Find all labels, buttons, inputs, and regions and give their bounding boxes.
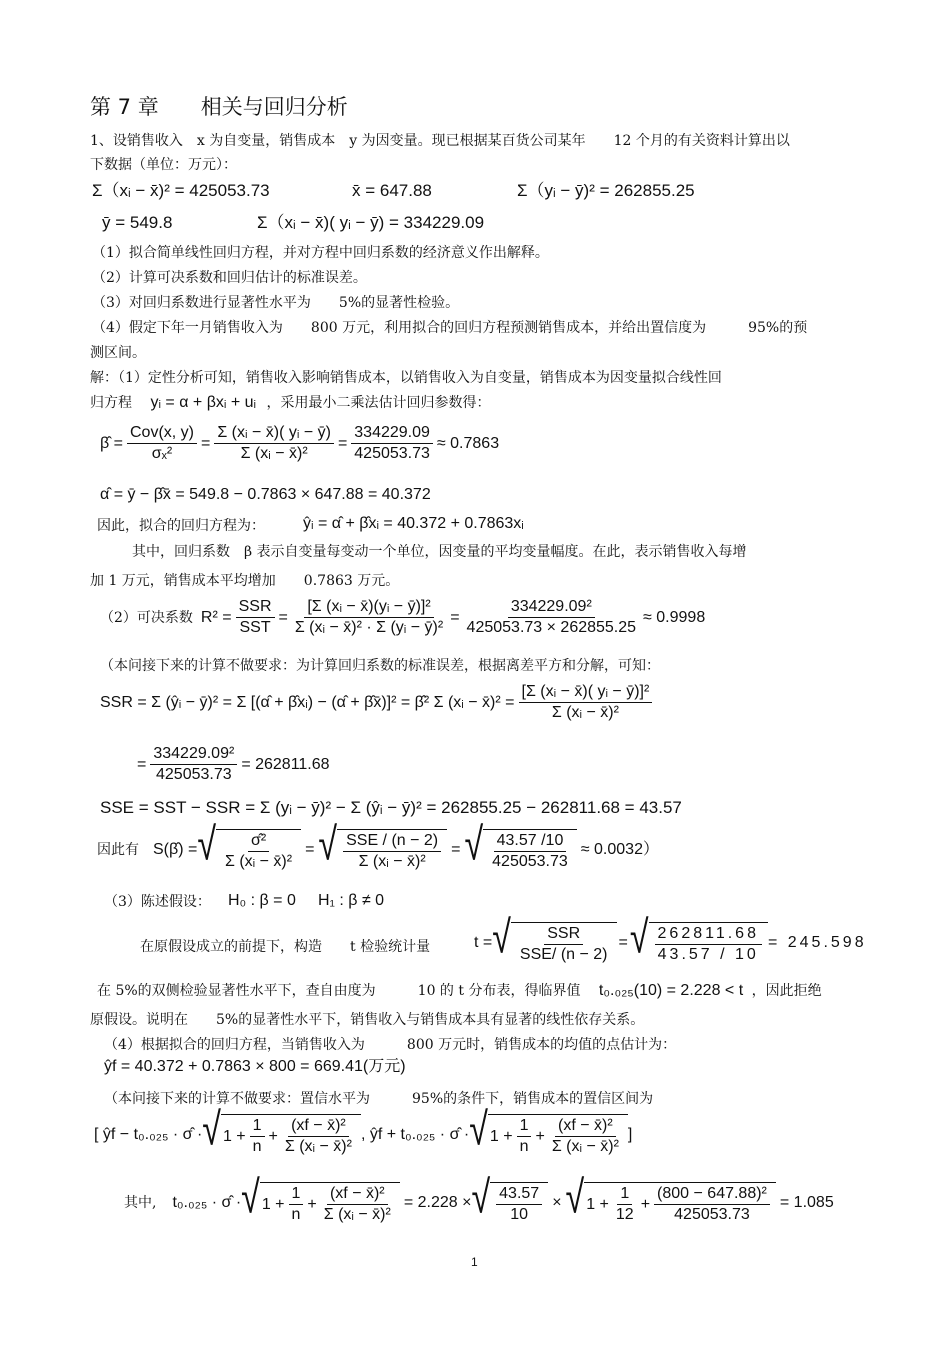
- fraction-numerator: 334229.09²: [150, 745, 237, 765]
- t-test-conclusion-line-2: 原假设。说明在 5%的显著性水平下，销售收入与销售成本具有显著的线性依存关系。: [90, 1012, 645, 1028]
- fraction-denominator: σₓ²: [151, 445, 173, 462]
- fraction: [150, 745, 237, 784]
- interpretation-line-2: 加 1 万元，销售成本平均增加 0.7863 万元。: [90, 573, 400, 589]
- fraction: [214, 424, 334, 463]
- fraction-denominator: 10: [510, 1206, 529, 1223]
- fraction-numerator: (xf − x̄)²: [555, 1117, 616, 1137]
- fraction-numerator: (xf − x̄)²: [327, 1185, 388, 1205]
- fraction: [282, 1117, 355, 1156]
- fraction-numerator: 43.57: [496, 1185, 542, 1205]
- fraction-numerator: 1: [289, 1185, 304, 1205]
- fraction: [289, 1185, 304, 1224]
- fraction-numerator: Cov(x, y): [127, 424, 197, 444]
- fraction-numerator: 334229.09: [351, 424, 433, 444]
- fraction-denominator: 43.57 / 10: [657, 946, 759, 963]
- ci-one-plus: 1 +: [261, 1195, 285, 1213]
- solution-1-line-2: [90, 394, 491, 412]
- fraction-numerator: (xf − x̄)²: [288, 1117, 349, 1137]
- fraction: [127, 424, 197, 463]
- fraction: [464, 598, 640, 637]
- fraction-numerator: [Σ (xᵢ − x̄)(yᵢ − ȳ)]²: [304, 598, 433, 618]
- fraction: [321, 1185, 394, 1224]
- fraction-denominator: Σ (xᵢ − x̄)²: [240, 445, 308, 462]
- point-estimate: ŷf = 40.372 + 0.7863 × 800 = 669.41(万元): [104, 1058, 406, 1075]
- fraction: [496, 1185, 542, 1224]
- question-3: （3）对回归系数进行显著性水平为 5%的显著性检验。: [92, 295, 460, 311]
- fraction: [236, 598, 275, 637]
- fraction-denominator: Σ (xᵢ − x̄)²: [551, 704, 619, 721]
- question-4-line-1: （4）假定下年一月销售收入为 800 万元，利用拟合的回归方程预测销售成本，并给出置信度为 95%的预: [92, 320, 808, 336]
- ci-upper-prefix: , ŷf + t₀.₀₂₅ · σ̂ ·: [360, 1126, 470, 1143]
- problem-intro-line-2: 下数据（单位：万元）：: [90, 157, 237, 173]
- fraction-denominator: 425053.73: [354, 445, 430, 462]
- hypothesis-label: （3）陈述假设：: [104, 894, 211, 910]
- square-root: √ $\frac{\text{SSE / (n − 2)}}{\text{Σ (xᵢ − x̄)²}}$: [318, 829, 447, 871]
- question-1: （1）拟合简单线性回归方程，并对方程中回归系数的经济意义作出解释。: [92, 245, 549, 261]
- ssr-expansion: SSR = Σ (ŷᵢ − ȳ)² = Σ [(α̂ + β̂xᵢ) − (α̂ + β̂x̄)]² = β̂² Σ (xᵢ − x̄)² =: [100, 693, 515, 711]
- question-4-line-2: 测区间。: [90, 345, 146, 361]
- data-sum-y-squares: Σ（yᵢ − ȳ)² = 262855.25: [517, 181, 695, 200]
- fraction-numerator: [Σ (xᵢ − x̄)( yᵢ − ȳ)]²: [519, 683, 653, 703]
- square-root: √ $\frac{43.57}{10}$: [471, 1182, 548, 1224]
- solution-1-line-1: 解：（1）定性分析可知，销售收入影响销售成本，以销售收入为自变量，销售成本为因变量拟合线性回: [90, 370, 722, 386]
- alternative-hypothesis: H₁ : β ≠ 0: [318, 892, 385, 909]
- r-squared-label: （2）可决系数: [100, 609, 193, 626]
- fraction: [549, 1117, 622, 1156]
- fitted-equation: ŷᵢ = α̂ + β̂xᵢ = 40.372 + 0.7863xᵢ: [303, 515, 524, 532]
- r-squared-result: ≈ 0.9998: [643, 608, 706, 626]
- standard-error-result: ≈ 0.0032）: [580, 841, 659, 858]
- calc-equals: = 2.228 ×: [403, 1194, 472, 1211]
- square-root: √ $\frac{262811.68}{43.57 / 10}$: [630, 922, 768, 964]
- fraction: [222, 832, 295, 871]
- beta-result: ≈ 0.7863: [436, 434, 500, 452]
- confidence-interval-formula: [94, 1103, 633, 1156]
- fraction: [519, 683, 653, 722]
- fraction-denominator: 425053.73 × 262855.25: [466, 619, 637, 636]
- fraction-denominator: 425053.73: [492, 853, 568, 870]
- fraction-numerator: 1: [617, 1185, 632, 1205]
- question-2: （2）计算可决系数和回归估计的标准误差。: [92, 270, 367, 286]
- standard-error-formula: 因此有 S(β̂) = √ $\frac{\text{σ̂²}}{\text{Σ (xᵢ − x̄)²}}$ = √ $\frac{\text{SSE / (n − 2)}}{\text{Σ (xᵢ − x̄)²}}$ = √ $\frac{43.57 /10}{425053.73}$ ≈ 0.0032）: [97, 818, 659, 871]
- fraction-numerator: σ̂²: [248, 832, 269, 852]
- fraction-denominator: Σ (xᵢ − x̄)²: [551, 1138, 619, 1155]
- data-sum-x-squares: Σ（xᵢ − x̄)² = 425053.73: [92, 181, 270, 200]
- square-root: √ $\frac{\text{σ̂²}}{\text{Σ (xᵢ − x̄)²}}$: [197, 829, 301, 871]
- square-root: √ 1 + $\frac{1}{n}$ + $\frac{\text{(xf − x̄)²}}{\text{Σ (xᵢ − x̄)²}}$: [241, 1182, 400, 1224]
- beta-hat-symbol: β̂ =: [100, 434, 123, 452]
- fraction-denominator: n: [291, 1206, 301, 1223]
- solution-text: 归方程: [90, 395, 132, 411]
- fraction-numerator: 1: [517, 1117, 532, 1137]
- fraction: [489, 832, 571, 871]
- square-root: √ 1 + $\frac{1}{n}$ + $\frac{\text{(xf − x̄)²}}{\text{Σ (xᵢ − x̄)²}}$: [202, 1114, 361, 1156]
- margin-calculation: [124, 1171, 834, 1224]
- alpha-hat-formula: α̂ = ȳ − β̂x̄ = 549.8 − 0.7863 × 647.88 = 40.372: [100, 486, 431, 503]
- fraction: [351, 424, 433, 463]
- ssr-formula: [100, 683, 656, 722]
- fraction-denominator: n: [252, 1138, 262, 1155]
- fitted-equation-label: 因此，拟合的回归方程为：: [97, 518, 265, 534]
- fraction-denominator: n: [519, 1138, 529, 1155]
- fraction-denominator: SST: [239, 619, 271, 636]
- fraction-denominator: 12: [615, 1206, 634, 1223]
- fraction-denominator: Σ (xᵢ − x̄)² · Σ (yᵢ − ȳ)²: [294, 619, 444, 636]
- fraction: [613, 1185, 637, 1224]
- calc-label: 其中,: [124, 1195, 157, 1211]
- data-mean-y: ȳ = 549.8: [102, 213, 173, 232]
- page-number: 1: [471, 1255, 478, 1269]
- calc-lhs: t₀.₀₂₅ · σ̂ ·: [172, 1194, 242, 1211]
- solution-text: ，采用最小二乘法估计回归参数得：: [266, 395, 491, 411]
- fraction-denominator: SSE/ (n − 2): [519, 946, 608, 963]
- fraction-numerator: SSR: [544, 925, 583, 945]
- fraction-numerator: SSR: [236, 598, 275, 618]
- fraction: [654, 1185, 770, 1224]
- calc-times: ×: [552, 1194, 562, 1211]
- null-hypothesis: H₀ : β = 0: [228, 892, 296, 909]
- fraction-numerator: SSE / (n − 2): [343, 832, 441, 852]
- fraction-numerator: Σ (xᵢ − x̄)( yᵢ − ȳ): [214, 424, 334, 444]
- square-root: √ 1 + $\frac{1}{12}$ + $\frac{\text{(800 − 647.88)²}}{425053.73}$: [566, 1182, 776, 1224]
- t-test-text: ，因此拒绝: [751, 983, 822, 999]
- fraction: [655, 925, 762, 964]
- ci-one-plus: 1 +: [222, 1127, 246, 1145]
- interpretation-line-1: 其中，回归系数 β 表示自变量每变动一个单位，因变量的平均变量幅度。在此，表示销售收入每增: [132, 544, 747, 560]
- ssr-result: = 262811.68: [241, 755, 330, 773]
- fraction-denominator: Σ (xᵢ − x̄)²: [284, 1138, 352, 1155]
- t-test-text: 在 5%的双侧检验显著性水平下，查自由度为 10 的 t 分布表，得临界值: [97, 983, 581, 999]
- question-4-solution: （4）根据拟合的回归方程，当销售收入为 800 万元时，销售成本的均值的点估计为：: [104, 1037, 677, 1053]
- data-mean-x: x̄ = 647.88: [352, 181, 432, 200]
- standard-error-symbol: S(β̂) =: [153, 841, 198, 858]
- fraction-denominator: Σ (xᵢ − x̄)²: [323, 1206, 391, 1223]
- r-squared-formula: （2）可决系数 R² = $\frac{\text{SSR}}{\text{SST}}$ = $\frac{\text{[Σ (xᵢ − x̄)(yᵢ − ȳ)]²}}{\text{Σ (xᵢ − x̄)² · Σ (yᵢ − ȳ)²}}$ = $\frac{\text{334229.09²}}{425053.73 \times 262855.25}$ ≈ 0.9998: [100, 598, 706, 636]
- calc-result: = 1.085: [779, 1194, 834, 1211]
- t-test-conclusion-line-1: [97, 982, 822, 1000]
- t-symbol: t =: [474, 934, 493, 951]
- ci-lower-prefix: [ ŷf − t₀.₀₂₅ · σ̂ ·: [94, 1126, 203, 1143]
- fraction: [250, 1117, 265, 1156]
- fraction-numerator: 262811.68: [655, 925, 762, 945]
- regression-model: yᵢ = α + βxᵢ + uᵢ: [150, 394, 257, 411]
- square-root: √ $\frac{43.57 /10}{425053.73}$: [464, 829, 576, 871]
- data-sum-cross-products: Σ（xᵢ − x̄)( yᵢ − ȳ) = 334229.09: [257, 213, 485, 232]
- fraction-denominator: 425053.73: [674, 1206, 750, 1223]
- fraction-numerator: 43.57 /10: [494, 832, 567, 852]
- ssr-value: = $\frac{\text{334229.09²}}{425053.73}$ = 262811.68: [137, 745, 330, 783]
- problem-intro-line-1: 1、设销售收入 x 为自变量，销售成本 y 为因变量。现已根据某百货公司某年 12 个月的有关资料计算出以: [90, 133, 790, 149]
- t-statistic-intro: 在原假设成立的前提下，构造 t 检验统计量: [140, 939, 431, 955]
- page-title: 第 7 章 相关与回归分析: [90, 95, 348, 119]
- t-statistic-formula: t = √ $\frac{\text{SSR}}{\text{SSE/ (n − 2)}}$ = √ $\frac{262811.68}{43.57 / 10}$ = 245.598: [474, 911, 867, 964]
- sse-formula: SSE = SST − SSR = Σ (yᵢ − ȳ)² − Σ (ŷᵢ − ȳ)² = 262855.25 − 262811.68 = 43.57: [100, 798, 682, 817]
- fraction-denominator: 425053.73: [156, 766, 232, 783]
- t-result: = 245.598: [767, 934, 867, 951]
- square-root: √ $\frac{\text{SSR}}{\text{SSE/ (n − 2)}}$: [492, 922, 616, 964]
- fraction-denominator: Σ (xᵢ − x̄)²: [225, 853, 293, 870]
- square-root: √ 1 + $\frac{1}{n}$ + $\frac{\text{(xf − x̄)²}}{\text{Σ (xᵢ − x̄)²}}$: [469, 1114, 628, 1156]
- standard-error-label: 因此有: [97, 842, 139, 858]
- fraction: [292, 598, 446, 637]
- critical-value: t₀.₀₂₅(10) = 2.228 < t: [598, 982, 744, 999]
- calc-one-plus: 1 +: [586, 1195, 609, 1213]
- note-1: （本问接下来的计算不做要求：为计算回归系数的标准误差，根据离差平方和分解，可知：: [100, 658, 660, 674]
- ci-one-plus: 1 +: [489, 1127, 513, 1145]
- fraction: [343, 832, 441, 871]
- note-2: （本问接下来的计算不做要求：置信水平为 95%的条件下，销售成本的置信区间为: [104, 1091, 654, 1107]
- beta-hat-formula: β̂ = $\frac{\text{Cov(x, y)}}{\text{σₓ²}}$ = $\frac{\text{Σ (xᵢ − x̄)( yᵢ − ȳ)}}{\text{Σ (xᵢ − x̄)²}}$ = $\frac{334229.09}{425053.73}$ ≈ 0.7863: [100, 424, 500, 462]
- fraction-denominator: Σ (xᵢ − x̄)²: [358, 853, 426, 870]
- fraction: [517, 1117, 532, 1156]
- fraction-numerator: (800 − 647.88)²: [654, 1185, 770, 1205]
- fraction: [517, 925, 611, 964]
- fraction-numerator: 334229.09²: [508, 598, 595, 618]
- fraction-numerator: 1: [250, 1117, 265, 1137]
- r-squared-symbol: R² =: [200, 608, 232, 626]
- ci-close-bracket: ]: [627, 1126, 633, 1143]
